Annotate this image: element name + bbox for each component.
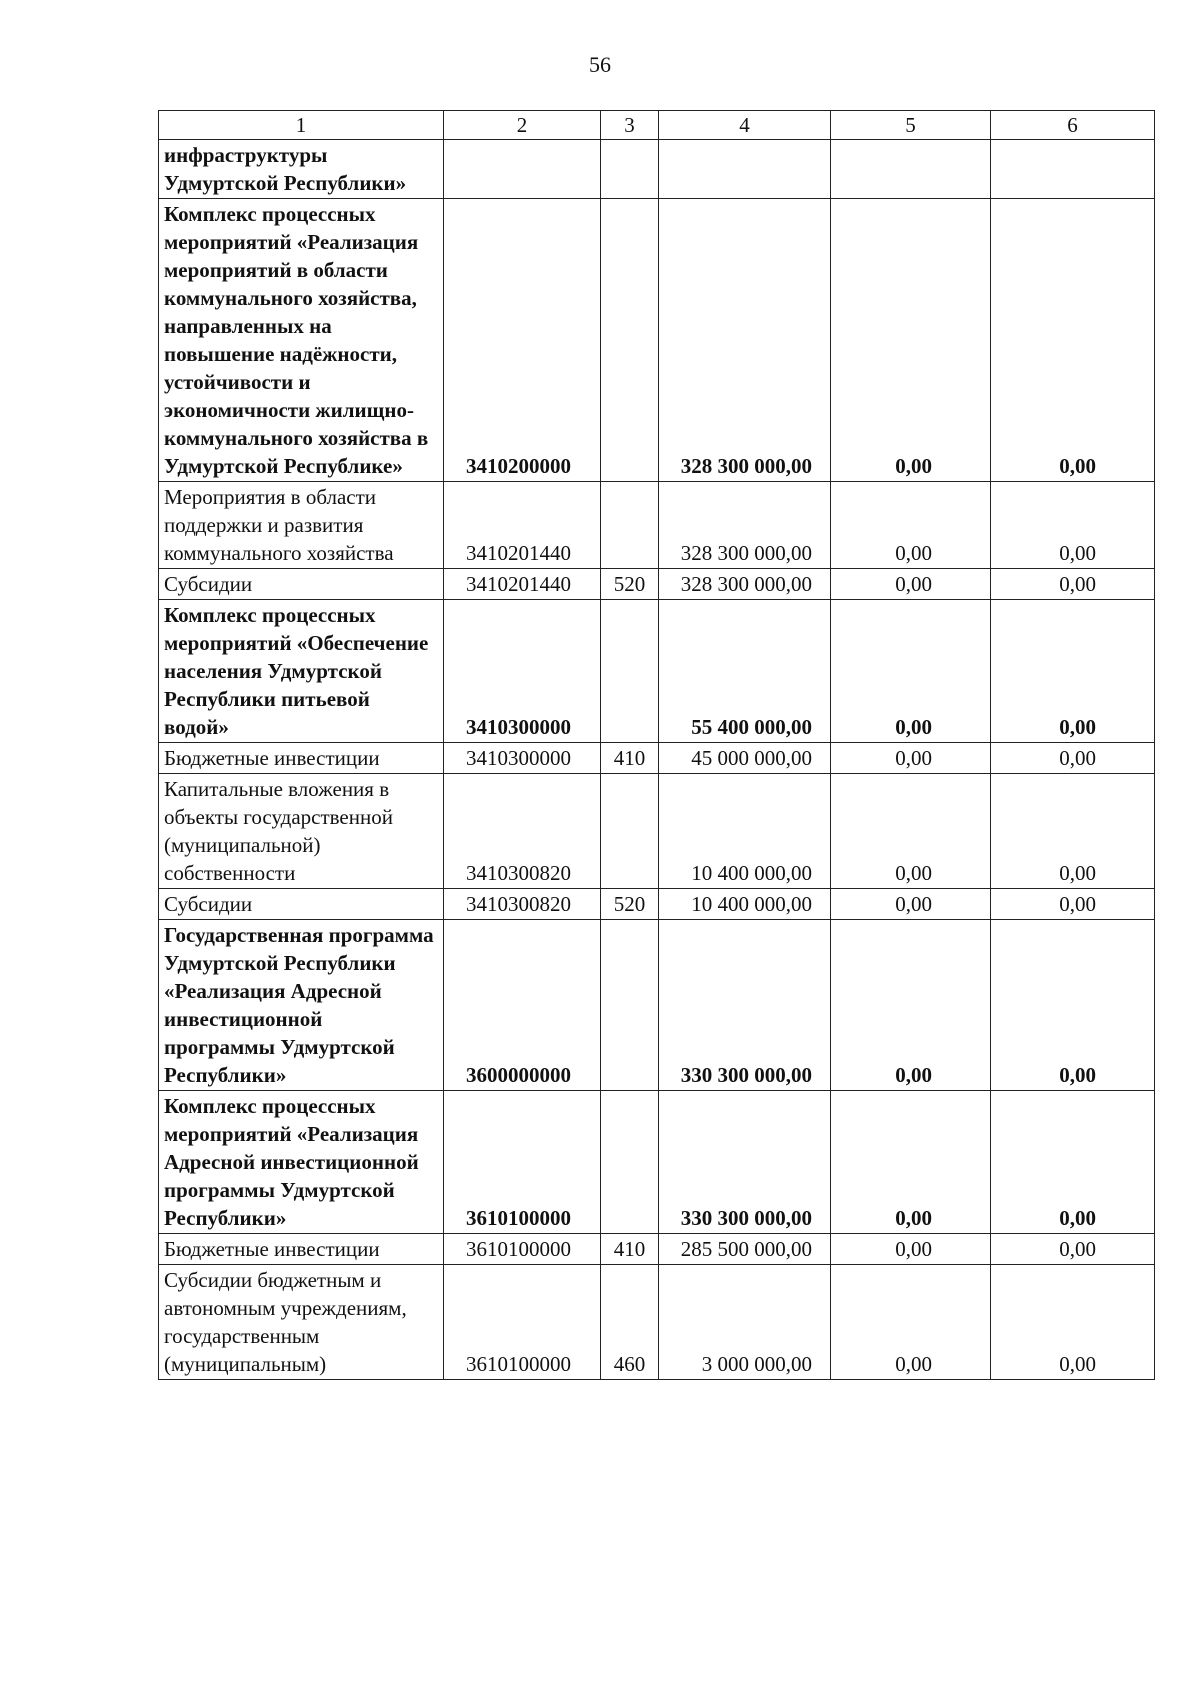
row-name-cell: Субсидии: [159, 889, 444, 920]
row-col6-cell: 0,00: [991, 774, 1155, 889]
budget-table: [158, 110, 1155, 1380]
table-row: [159, 569, 1155, 600]
table-row: [159, 774, 1155, 889]
row-type-cell: 410: [601, 743, 659, 774]
row-name-cell: Комплекс процессных мероприятий «Реализация Адресной инвестиционной программы Удмуртской Республики»: [159, 1091, 444, 1234]
table-row: [159, 600, 1155, 743]
row-type-cell: [601, 482, 659, 569]
row-col5-cell: 0,00: [831, 743, 991, 774]
row-amount-cell: 328 300 000,00: [659, 199, 831, 482]
row-type-cell: 520: [601, 889, 659, 920]
row-col5-cell: 0,00: [831, 199, 991, 482]
row-amount-cell: 330 300 000,00: [659, 1091, 831, 1234]
column-header: 5: [831, 111, 991, 140]
row-code-cell: 3410300000: [444, 600, 601, 743]
column-header: 1: [159, 111, 444, 140]
row-type-cell: [601, 140, 659, 199]
table-row: [159, 920, 1155, 1091]
row-col6-cell: 0,00: [991, 569, 1155, 600]
table-row: [159, 482, 1155, 569]
column-header: 3: [601, 111, 659, 140]
row-code-cell: 3410200000: [444, 199, 601, 482]
row-type-cell: 460: [601, 1265, 659, 1380]
row-name-cell: Государственная программа Удмуртской Республики «Реализация Адресной инвестиционной программы Удмуртской Республики»: [159, 920, 444, 1091]
row-name-cell: Субсидии бюджетным и автономным учреждениям, государственным (муниципальным): [159, 1265, 444, 1380]
row-code-cell: 3410300820: [444, 774, 601, 889]
row-col5-cell: 0,00: [831, 1234, 991, 1265]
row-amount-cell: 285 500 000,00: [659, 1234, 831, 1265]
row-col6-cell: 0,00: [991, 199, 1155, 482]
column-header: 4: [659, 111, 831, 140]
row-name-cell: инфраструктуры Удмуртской Республики»: [159, 140, 444, 199]
row-type-cell: [601, 1091, 659, 1234]
row-name-cell: Капитальные вложения в объекты государственной (муниципальной) собственности: [159, 774, 444, 889]
row-code-cell: 3410300820: [444, 889, 601, 920]
row-col6-cell: 0,00: [991, 1091, 1155, 1234]
row-col6-cell: 0,00: [991, 920, 1155, 1091]
row-col5-cell: 0,00: [831, 889, 991, 920]
row-name-cell: Бюджетные инвестиции: [159, 743, 444, 774]
table-row: [159, 889, 1155, 920]
row-col6-cell: 0,00: [991, 743, 1155, 774]
row-code-cell: 3410300000: [444, 743, 601, 774]
row-amount-cell: 45 000 000,00: [659, 743, 831, 774]
row-code-cell: 3610100000: [444, 1091, 601, 1234]
row-amount-cell: 55 400 000,00: [659, 600, 831, 743]
row-code-cell: 3410201440: [444, 482, 601, 569]
row-col5-cell: 0,00: [831, 1091, 991, 1234]
row-code-cell: 3410201440: [444, 569, 601, 600]
row-type-cell: 410: [601, 1234, 659, 1265]
column-header: 2: [444, 111, 601, 140]
row-col6-cell: 0,00: [991, 600, 1155, 743]
row-name-cell: Комплекс процессных мероприятий «Обеспечение населения Удмуртской Республики питьевой водой»: [159, 600, 444, 743]
row-col6-cell: 0,00: [991, 482, 1155, 569]
row-type-cell: [601, 199, 659, 482]
table-header-row: [159, 111, 1155, 140]
column-header: 6: [991, 111, 1155, 140]
row-type-cell: [601, 600, 659, 743]
row-type-cell: 520: [601, 569, 659, 600]
row-name-cell: Субсидии: [159, 569, 444, 600]
row-code-cell: 3610100000: [444, 1234, 601, 1265]
table-row: [159, 743, 1155, 774]
row-col5-cell: [831, 140, 991, 199]
row-col5-cell: 0,00: [831, 774, 991, 889]
row-col5-cell: 0,00: [831, 482, 991, 569]
row-col5-cell: 0,00: [831, 600, 991, 743]
row-amount-cell: 10 400 000,00: [659, 774, 831, 889]
row-code-cell: [444, 140, 601, 199]
row-amount-cell: 3 000 000,00: [659, 1265, 831, 1380]
table-row: [159, 140, 1155, 199]
row-col5-cell: 0,00: [831, 1265, 991, 1380]
row-name-cell: Комплекс процессных мероприятий «Реализация мероприятий в области коммунального хозяйства, направленных на повышение надёжности, устойчивости и экономичности жилищно-коммунального хозяйства в Удмуртской Республике»: [159, 199, 444, 482]
row-col5-cell: 0,00: [831, 920, 991, 1091]
row-code-cell: 3610100000: [444, 1265, 601, 1380]
row-col6-cell: 0,00: [991, 889, 1155, 920]
page-number: 56: [589, 52, 611, 77]
row-name-cell: Мероприятия в области поддержки и развития коммунального хозяйства: [159, 482, 444, 569]
row-name-cell: Бюджетные инвестиции: [159, 1234, 444, 1265]
row-type-cell: [601, 774, 659, 889]
row-amount-cell: 328 300 000,00: [659, 482, 831, 569]
table-row: [159, 1234, 1155, 1265]
table-row: [159, 1091, 1155, 1234]
row-col6-cell: [991, 140, 1155, 199]
row-amount-cell: 330 300 000,00: [659, 920, 831, 1091]
row-col5-cell: 0,00: [831, 569, 991, 600]
row-amount-cell: [659, 140, 831, 199]
row-col6-cell: 0,00: [991, 1234, 1155, 1265]
row-col6-cell: 0,00: [991, 1265, 1155, 1380]
row-type-cell: [601, 920, 659, 1091]
table-row: [159, 1265, 1155, 1380]
row-amount-cell: 10 400 000,00: [659, 889, 831, 920]
row-amount-cell: 328 300 000,00: [659, 569, 831, 600]
table-row: [159, 199, 1155, 482]
row-code-cell: 3600000000: [444, 920, 601, 1091]
